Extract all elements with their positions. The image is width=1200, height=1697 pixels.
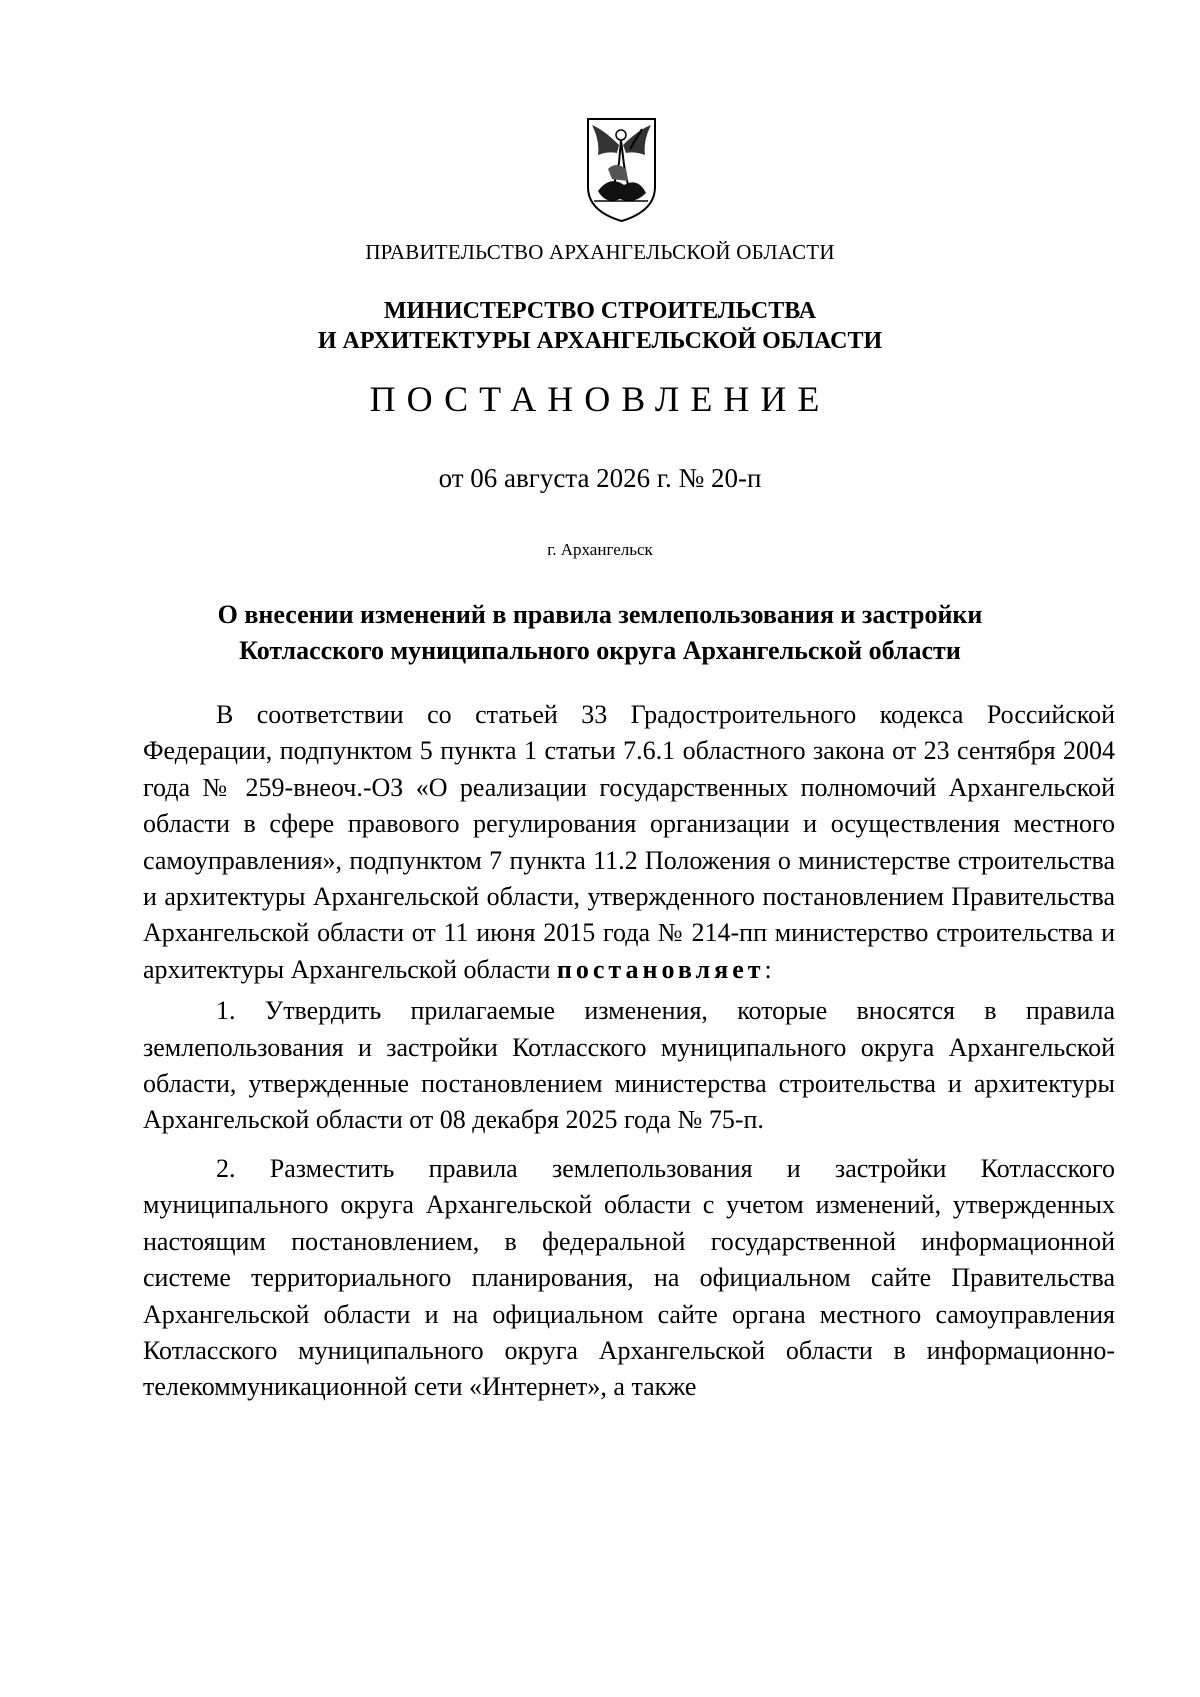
- document-type: ПОСТАНОВЛЕНИЕ: [369, 379, 831, 419]
- document-city: г. Архангельск: [547, 540, 653, 559]
- ministry-heading: [0, 296, 1200, 356]
- ministry-line-1: МИНИСТЕРСТВО СТРОИТЕЛЬСТВА: [383, 298, 817, 324]
- resolves-colon: :: [764, 954, 772, 984]
- document-title: [0, 597, 1200, 669]
- preamble-paragraph: [143, 697, 1115, 988]
- item-2-paragraph: 2. Разместить правила землепользования и застройки Котласского муниципального округа Архангельской области с учетом изменений, утвержденных настоящим постановлением, в федеральной государственной информационной системе территориального планирования, на официальном сайте Правительства Архангельской области и на официальном сайте органа местного самоуправления Котласского муниципального округа Архангельской области в информационно-телекоммуникационной сети «Интернет», а также: [143, 1153, 1115, 1402]
- arkhangelsk-coat-of-arms-icon: [584, 115, 659, 225]
- preamble-text: В соответствии со статьей 33 Градостроительного кодекса Российской Федерации, подпунктом 5 пункта 1 статьи 7.6.1 областного закона от 23 сентября 2004 года № 259-внеоч.-ОЗ «О реализации государственных полномочий Архангельской области в сфере правового регулирования организации и осуществления местного самоуправления», подпунктом 7 пункта 11.2 Положения о министерстве строительства и архитектуры Архангельской области, утвержденного постановлением Правительства Архангельской области от 11 июня 2015 года № 214-пп министерство строительства и архитектуры Архангельской области: [143, 700, 1115, 984]
- document-date-number: от 06 августа 2026 г. № 20-п: [438, 463, 762, 493]
- government-heading: ПРАВИТЕЛЬСТВО АРХАНГЕЛЬСКОЙ ОБЛАСТИ: [365, 240, 835, 264]
- resolves-word: постановляет: [556, 954, 765, 984]
- document-body: [143, 697, 1115, 1406]
- title-line-1: О внесении изменений в правила землепользования и застройки: [217, 600, 983, 629]
- title-line-2: Котласского муниципального округа Архангельской области: [239, 636, 961, 665]
- item-1-paragraph: 1. Утвердить прилагаемые изменения, которые вносятся в правила землепользования и застройки Котласского муниципального округа Архангельской области, утвержденные постановлением министерства строительства и архитектуры Архангельской области от 08 декабря 2025 года № 75-п.: [143, 996, 1115, 1135]
- ministry-line-2: И АРХИТЕКТУРЫ АРХАНГЕЛЬСКОЙ ОБЛАСТИ: [317, 328, 883, 354]
